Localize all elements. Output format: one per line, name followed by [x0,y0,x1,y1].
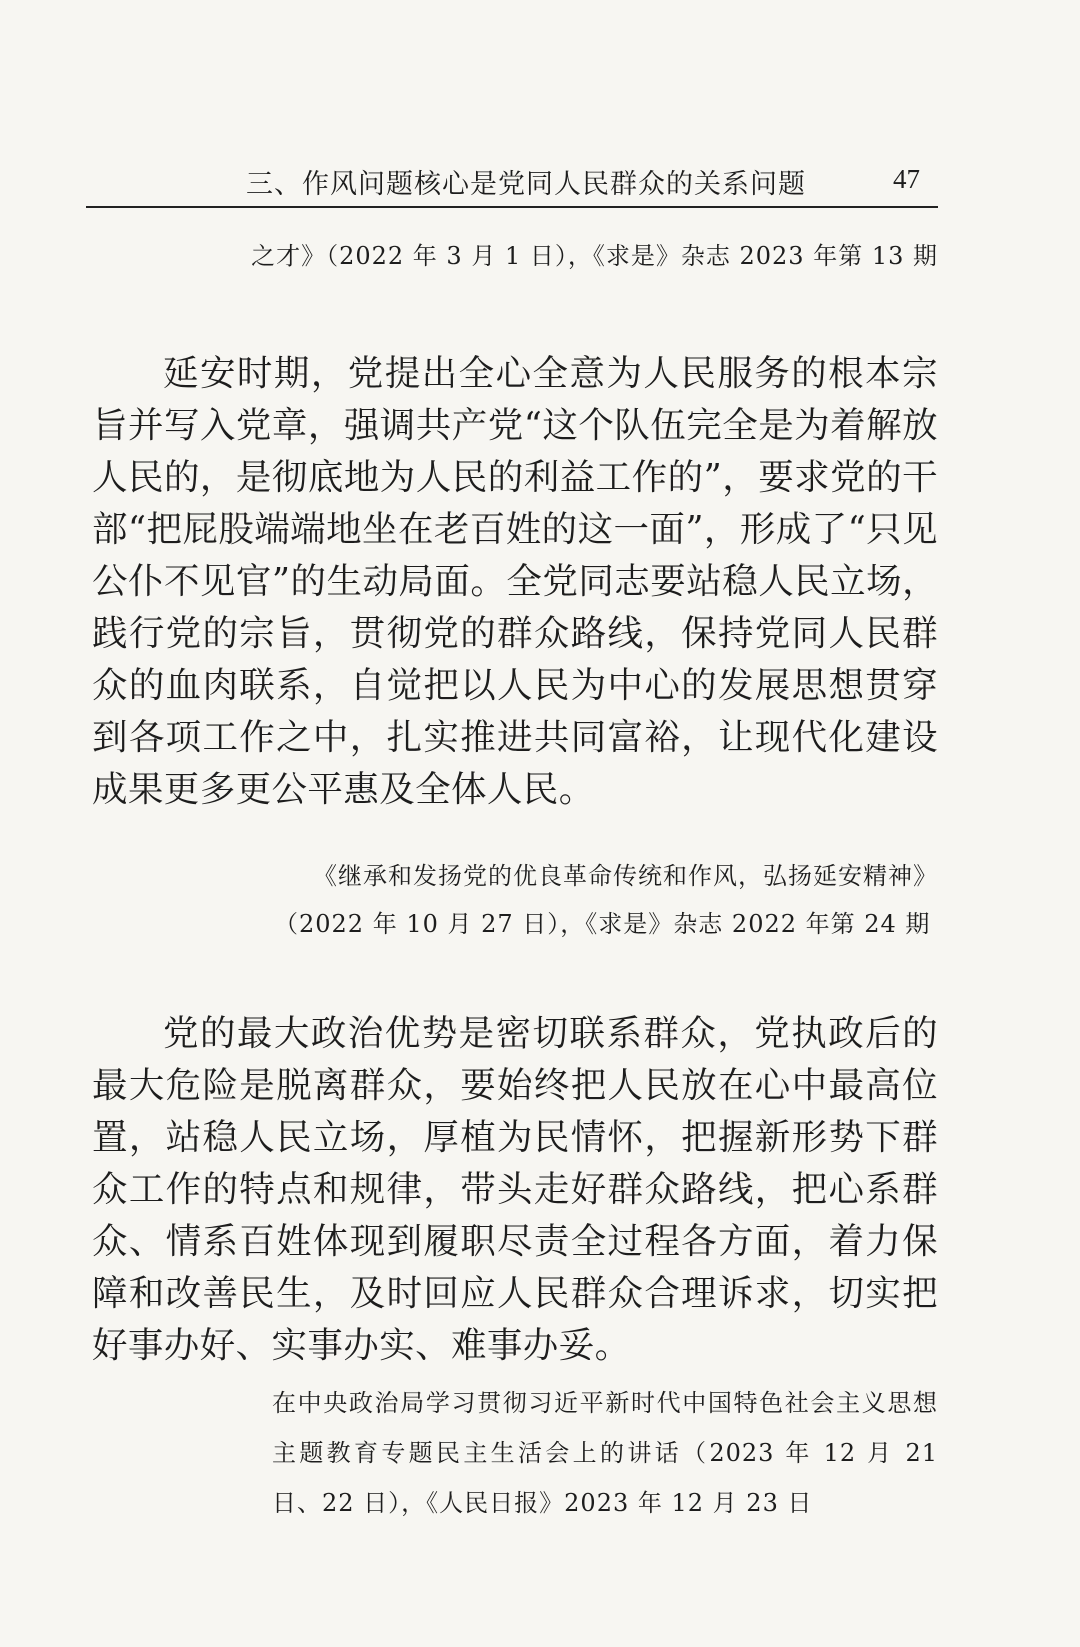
source-citation-2: 在中央政治局学习贯彻习近平新时代中国特色社会主义思想主题教育专题民主生活会上的讲话（2023 年 12 月 21 日、22 日），《人民日报》2023 年 12 月 23 日 [272,1389,938,1517]
paragraph-yanan: 延安时期，党提出全心全意为人民服务的根本宗旨并写入党章，强调共产党“这个队伍完全是为着解放人民的，是彻底地为人民的利益工作的”，要求党的干部“把屁股端端地坐在老百姓的这一面”，形成了“只见公仆不见官”的生动局面。全党同志要站稳人民立场，践行党的宗旨，贯彻党的群众路线，保持党同人民群众的血肉联系，自觉把以人民为中心的发展思想贯穿到各项工作之中，扎实推进共同富裕，让现代化建设成果更多更公平惠及全体人民。 [92,353,938,810]
header-divider [86,206,938,208]
page-number: 47 [893,164,920,194]
paragraph-mass-line: 党的最大政治优势是密切联系群众，党执政后的最大危险是脱离群众，要始终把人民放在心中最高位置，站稳人民立场，厚植为民情怀，把握新形势下群众工作的特点和规律，带头走好群众路线，把心系群众、情系百姓体现到履职尽责全过程各方面，着力保障和改善民生，及时回应人民群众合理诉求，切实把好事办好、实事办实、难事办妥。 [92,1013,938,1366]
chapter-title: 三、作风问题核心是党同人民群众的关系问题 [246,169,806,200]
running-header [86,150,938,200]
source-citation-1-line-1: 《继承和发扬党的优良革命传统和作风，弘扬延安精神》 [313,862,938,890]
source-citation-1-line-2: （2022 年 10 月 27 日），《求是》杂志 2022 年第 24 期 [274,910,931,938]
continued-citation: 之才》（2022 年 3 月 1 日），《求是》杂志 2023 年第 13 期 [251,242,938,270]
